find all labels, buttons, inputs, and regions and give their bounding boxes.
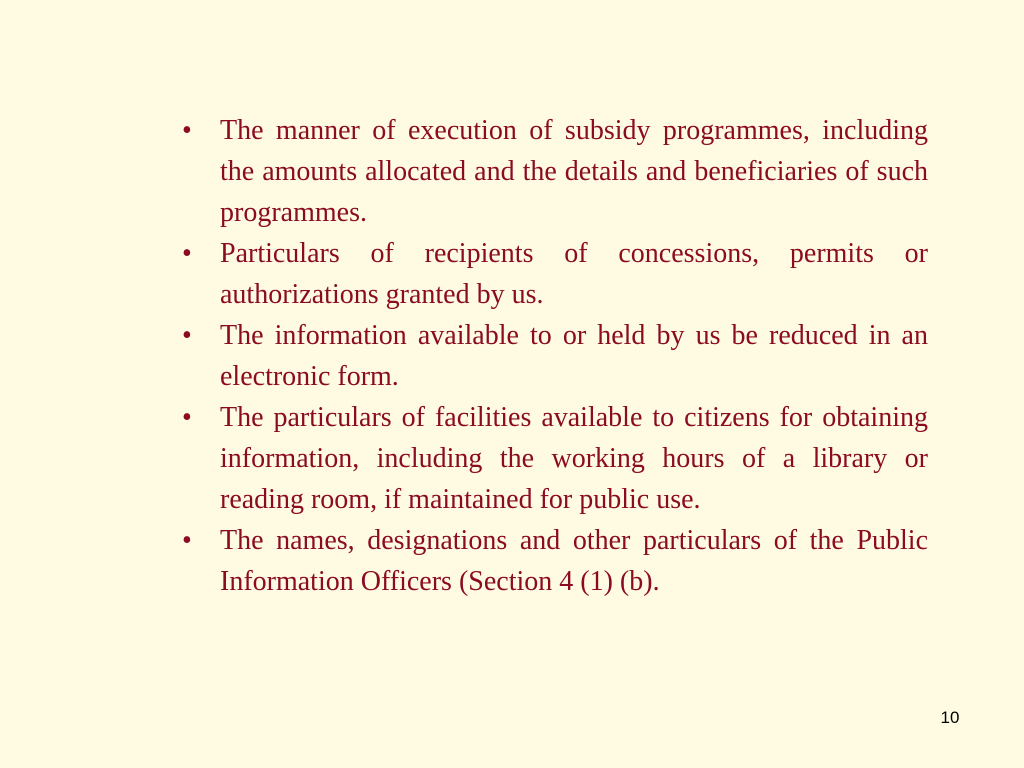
bullet-list xyxy=(182,110,928,602)
bullet-icon: • xyxy=(182,402,192,433)
bullet-text: The particulars of facilities available to citizens for obtaining information, including the working hours of a library or reading room, if maintained for public use. xyxy=(220,402,928,515)
bullet-item xyxy=(182,315,928,397)
bullet-text: The names, designations and other particulars of the Public Information Officers (Section 4 (1) (b). xyxy=(220,525,928,597)
bullet-item xyxy=(182,110,928,233)
bullet-item xyxy=(182,233,928,315)
bullet-text: The information available to or held by us be reduced in an electronic form. xyxy=(220,320,928,392)
bullet-text: Particulars of recipients of concessions, permits or authorizations granted by us. xyxy=(220,238,928,310)
bullet-icon: • xyxy=(182,525,192,556)
bullet-icon: • xyxy=(182,115,192,146)
bullet-text: The manner of execution of subsidy programmes, including the amounts allocated and the details and beneficiaries of such programmes. xyxy=(220,115,928,228)
bullet-icon: • xyxy=(182,320,192,351)
bullet-icon: • xyxy=(182,238,192,269)
page-number: 10 xyxy=(940,708,960,727)
bullet-item xyxy=(182,520,928,602)
bullet-item xyxy=(182,397,928,520)
